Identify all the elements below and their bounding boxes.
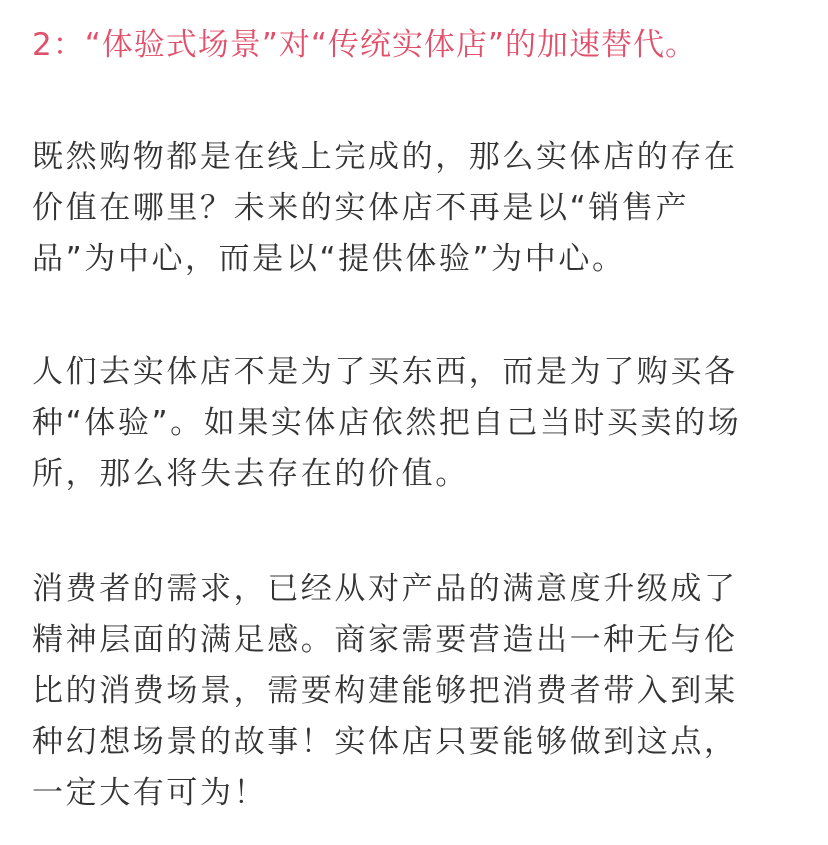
paragraph-line: 比的消费场景，需要构建能够把消费者带入到某 <box>32 673 738 709</box>
paragraph-line: 既然购物都是在线上完成的，那么实体店的存在 <box>32 139 738 175</box>
paragraph-2 <box>32 347 822 500</box>
paragraph-1 <box>32 132 822 285</box>
paragraph-line: 所，那么将失去存在的价值。 <box>32 456 469 492</box>
paragraph-line: 价值在哪里？未来的实体店不再是以“销售产 <box>32 190 690 226</box>
paragraph-line: 精神层面的满足感。商家需要营造出一种无与伦 <box>32 622 738 658</box>
paragraph-line: 一定大有可为！ <box>32 775 268 811</box>
paragraph-line: 品”为中心，而是以“提供体验”为中心。 <box>32 241 626 277</box>
paragraph-3 <box>32 564 822 819</box>
article-heading: 2：“体验式场景”对“传统实体店”的加速替代。 <box>32 27 697 63</box>
paragraph-line: 种“体验”。如果实体店依然把自己当时买卖的场 <box>32 405 742 441</box>
paragraph-line: 种幻想场景的故事！实体店只要能够做到这点， <box>32 724 738 760</box>
paragraph-line: 消费者的需求，已经从对产品的满意度升级成了 <box>32 571 738 607</box>
paragraph-line: 人们去实体店不是为了买东西，而是为了购买各 <box>32 354 738 390</box>
